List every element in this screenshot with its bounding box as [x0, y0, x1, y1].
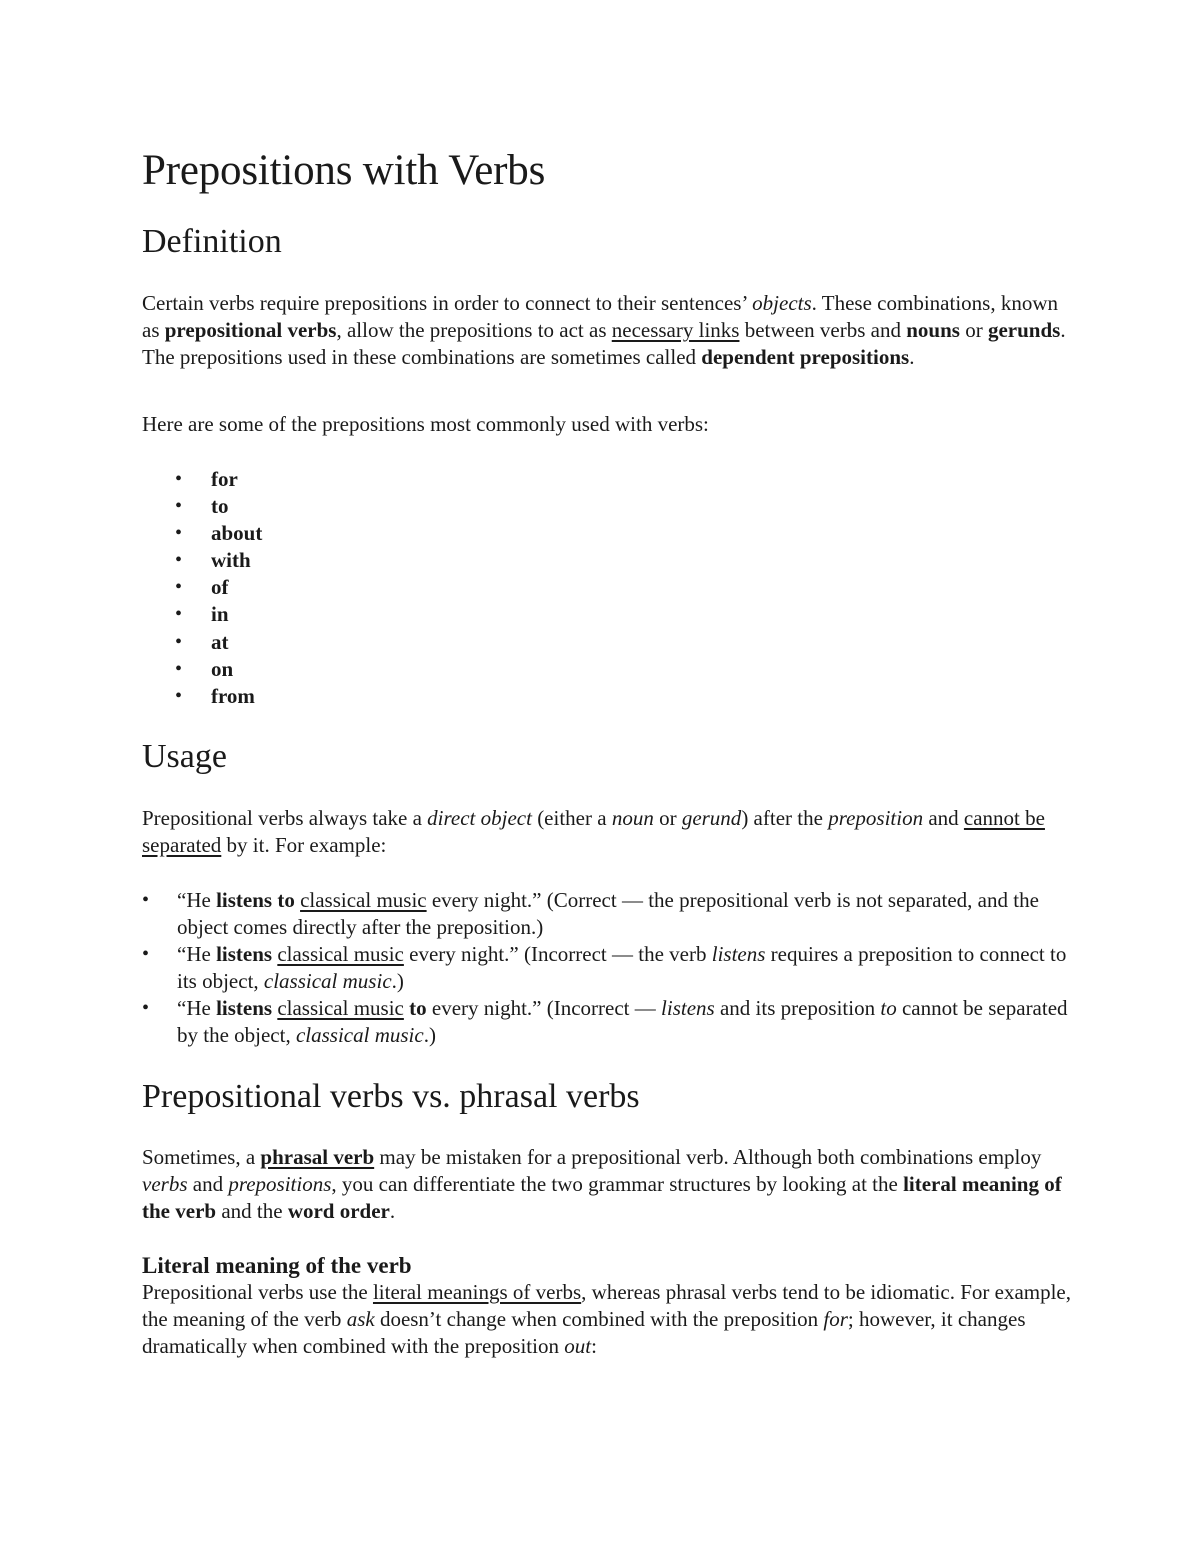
necessary-links-link[interactable]: necessary links	[611, 318, 740, 342]
vs-paragraph: Sometimes, a phrasal verb may be mistaken for a prepositional verb. Although both combinations employ verbs and prepositions, you can differentiate the two grammar structures by looking at the literal meaning of the verb and the word order.	[142, 1145, 1062, 1223]
prepositions-list	[142, 466, 262, 710]
literal-heading: Literal meaning of the verb	[142, 1253, 412, 1278]
verbs-term: verbs	[142, 1172, 188, 1196]
example-item: • “He listens classical music to every night.” (Incorrect — listens and its preposition to cannot be separated by the object, classical music.)	[142, 995, 1072, 1049]
word-order-term: word order	[287, 1199, 390, 1223]
vs-heading: Prepositional verbs vs. phrasal verbs	[142, 1078, 640, 1115]
list-item: • to	[142, 493, 262, 520]
usage-heading: Usage	[142, 738, 227, 775]
list-item: • with	[142, 547, 262, 574]
objects-term: objects	[752, 291, 812, 315]
classical-music-link[interactable]: classical music	[277, 996, 404, 1020]
cannot-be-separated-link[interactable]: cannot be separated	[142, 806, 1045, 857]
definition-heading: Definition	[142, 223, 282, 260]
list-item: • about	[142, 520, 262, 547]
list-item: • on	[142, 656, 262, 683]
nouns-term: nouns	[906, 318, 960, 342]
page-title: Prepositions with Verbs	[142, 147, 546, 194]
literal-meanings-link[interactable]: literal meanings of verbs	[372, 1280, 582, 1304]
examples-list	[142, 887, 1072, 1049]
prepositions-intro: Here are some of the prepositions most commonly used with verbs:	[142, 412, 709, 436]
classical-music-link[interactable]: classical music	[300, 888, 427, 912]
preposition-term: preposition	[828, 806, 924, 830]
prepositional-verbs-term: prepositional verbs	[164, 318, 337, 342]
phrasal-verb-link[interactable]: phrasal verb	[260, 1145, 375, 1169]
definition-paragraph: Certain verbs require prepositions in order to connect to their sentences’ objects. These combinations, known as prepositional verbs, allow the prepositions to act as necessary links between verbs and nouns or gerunds. The prepositions used in these combinations are sometimes called dependent prepositions.	[142, 291, 1066, 369]
gerund-term: gerund	[681, 806, 742, 830]
literal-meaning-term: literal meaning of the verb	[142, 1172, 1062, 1223]
noun-term: noun	[611, 806, 654, 830]
prepositions-term: prepositions	[228, 1172, 332, 1196]
example-item: • “He listens to classical music every night.” (Correct — the prepositional verb is not separated, and the object comes directly after the preposition.)	[142, 887, 1072, 941]
usage-paragraph: Prepositional verbs always take a direct object (either a noun or gerund) after the preposition and cannot be separated by it. For example:	[142, 806, 1045, 857]
list-item: • from	[142, 683, 262, 710]
literal-paragraph: Prepositional verbs use the literal meanings of verbs, whereas phrasal verbs tend to be idiomatic. For example, the meaning of the verb ask doesn’t change when combined with the preposition for; however, it changes dramatically when combined with the preposition out:	[142, 1280, 1072, 1358]
dependent-prepositions-term: dependent prepositions	[701, 345, 910, 369]
gerunds-term: gerunds	[987, 318, 1061, 342]
list-item: • in	[142, 601, 262, 628]
list-item: • at	[142, 629, 262, 656]
list-item: • for	[142, 466, 262, 493]
classical-music-link[interactable]: classical music	[277, 942, 404, 966]
direct-object-term: direct object	[427, 806, 532, 830]
example-item: • “He listens classical music every night.” (Incorrect — the verb listens requires a preposition to connect to its object, classical music.)	[142, 941, 1072, 995]
out-term: out	[564, 1334, 592, 1358]
for-term: for	[823, 1307, 848, 1331]
ask-term: ask	[346, 1307, 375, 1331]
list-item: • of	[142, 574, 262, 601]
